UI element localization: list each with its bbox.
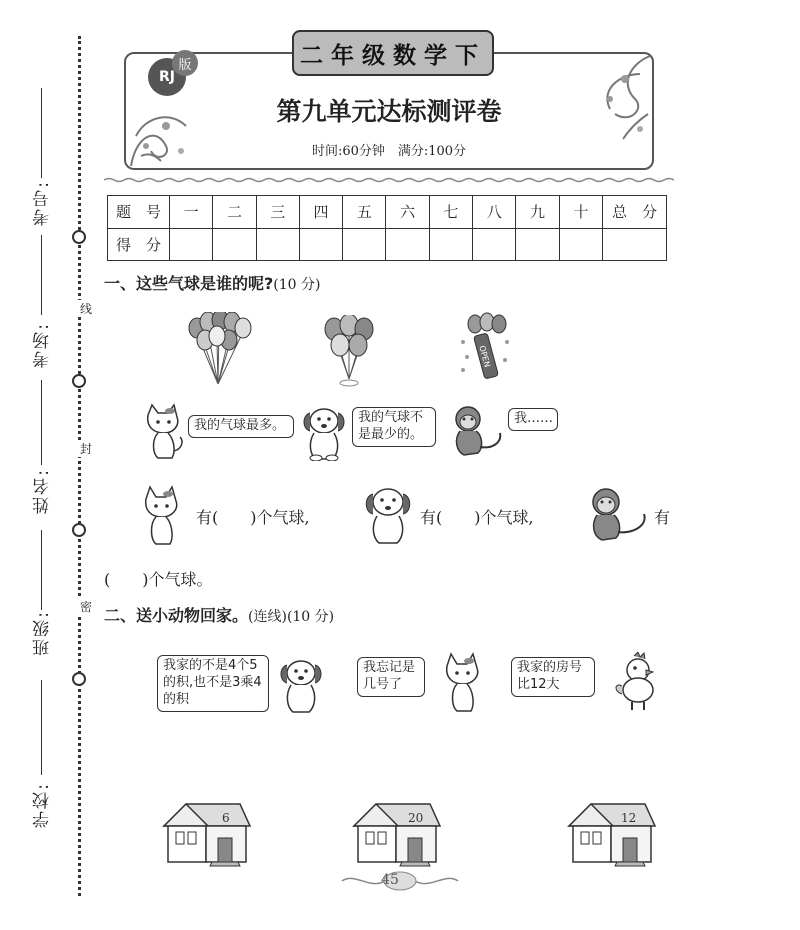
table-cell: 四 <box>299 196 342 229</box>
table-cell: 七 <box>429 196 472 229</box>
cat-character-icon <box>140 403 186 461</box>
balloon-bunch-medium-icon <box>322 315 377 390</box>
edition-badge: RJ <box>148 58 186 96</box>
exam-room-label: 考场: <box>33 322 53 368</box>
speech-bubble-puppy: 我的气球不是最少的。 <box>352 407 436 447</box>
name-label: 姓名: <box>33 468 53 514</box>
house-number: 12 <box>621 811 637 825</box>
table-cell: 题 号 <box>108 196 170 229</box>
balloon-bunch-open-icon <box>455 312 515 384</box>
fill-line[interactable] <box>41 380 42 465</box>
grade-banner: 二年级数学下 <box>292 30 494 76</box>
open-sign-label: OPEN <box>477 344 492 369</box>
question-1-heading: 一、这些气球是谁的呢? <box>104 274 274 293</box>
table-cell: 八 <box>473 196 516 229</box>
puppy-character-icon[interactable] <box>274 655 328 717</box>
table-cell: 五 <box>343 196 386 229</box>
table-cell: 总 分 <box>603 196 667 229</box>
exam-number-label: 考号: <box>33 180 53 226</box>
question-1-points: (10 分) <box>273 277 321 293</box>
house-6-icon[interactable] <box>160 800 252 868</box>
score-input-cell[interactable] <box>299 228 342 261</box>
score-input-cell[interactable] <box>386 228 429 261</box>
score-input-cell[interactable] <box>343 228 386 261</box>
table-cell: 一 <box>170 196 213 229</box>
answer-blank-monkey[interactable]: ( )个气球。 <box>104 570 213 589</box>
monkey-character-icon <box>446 403 508 459</box>
question-2-points: (连线)(10 分) <box>248 609 335 625</box>
monkey-character-icon <box>582 484 654 544</box>
class-label: 班级: <box>33 610 53 656</box>
seal-char-line: 线 <box>79 302 92 316</box>
speech-bubble-puppy-home: 我家的不是4个5的积,也不是3乘4的积 <box>157 655 269 712</box>
table-cell: 二 <box>213 196 256 229</box>
speech-bubble-monkey: 我…… <box>508 408 558 431</box>
chick-character-icon[interactable] <box>612 652 666 714</box>
question-1-title <box>104 271 321 294</box>
answer-blank-cat[interactable]: 有( )个气球, <box>196 508 310 527</box>
edition-badge-suffix: 版 <box>172 50 198 76</box>
page-title: 第九单元达标测评卷 <box>276 97 502 126</box>
table-cell: 九 <box>516 196 559 229</box>
score-input-cell[interactable] <box>603 228 667 261</box>
house-12-icon[interactable] <box>565 800 657 868</box>
puppy-character-icon <box>298 403 350 461</box>
fill-line[interactable] <box>41 530 42 610</box>
exam-info: 时间:60分钟 满分:100分 <box>311 144 467 159</box>
seal-char-secret: 密 <box>79 600 92 614</box>
fill-line[interactable] <box>41 88 42 178</box>
wavy-divider <box>104 177 674 183</box>
score-input-cell[interactable] <box>429 228 472 261</box>
speech-bubble-chick-home: 我家的房号比12大 <box>511 657 595 697</box>
answer-line-tail: 有 <box>654 508 671 527</box>
binding-hole <box>72 374 86 388</box>
score-input-cell[interactable] <box>256 228 299 261</box>
score-input-cell[interactable] <box>516 228 559 261</box>
page-number: 45 <box>381 872 399 888</box>
binding-hole <box>72 523 86 537</box>
score-input-cell[interactable] <box>559 228 602 261</box>
house-number: 20 <box>408 811 424 825</box>
fill-line[interactable] <box>41 680 42 775</box>
cut-line <box>78 36 81 896</box>
score-input-cell[interactable] <box>170 228 213 261</box>
speech-bubble-cat-home: 我忘记是几号了 <box>357 657 425 697</box>
table-cell: 得 分 <box>108 228 170 261</box>
seal-char-seal: 封 <box>79 442 92 456</box>
fill-line[interactable] <box>41 235 42 315</box>
puppy-character-icon <box>360 484 416 546</box>
score-table <box>107 195 667 261</box>
house-20-icon[interactable] <box>350 800 442 868</box>
house-number: 6 <box>222 811 230 825</box>
score-entry-row <box>108 228 667 261</box>
table-cell: 十 <box>559 196 602 229</box>
school-label: 学校: <box>33 782 53 828</box>
binding-hole <box>72 672 86 686</box>
answer-blank-puppy[interactable]: 有( )个气球, <box>420 508 534 527</box>
balloon-bunch-large-icon <box>185 312 260 387</box>
score-input-cell[interactable] <box>213 228 256 261</box>
speech-bubble-cat: 我的气球最多。 <box>188 415 294 438</box>
score-input-cell[interactable] <box>473 228 516 261</box>
table-cell: 六 <box>386 196 429 229</box>
binding-hole <box>72 230 86 244</box>
binding-margin <box>0 0 100 930</box>
question-2-heading: 二、送小动物回家。 <box>104 606 249 625</box>
table-cell: 三 <box>256 196 299 229</box>
cat-character-icon[interactable] <box>438 652 488 714</box>
cat-character-icon <box>136 485 188 547</box>
question-2-title <box>104 603 334 626</box>
score-header-row <box>108 196 667 229</box>
